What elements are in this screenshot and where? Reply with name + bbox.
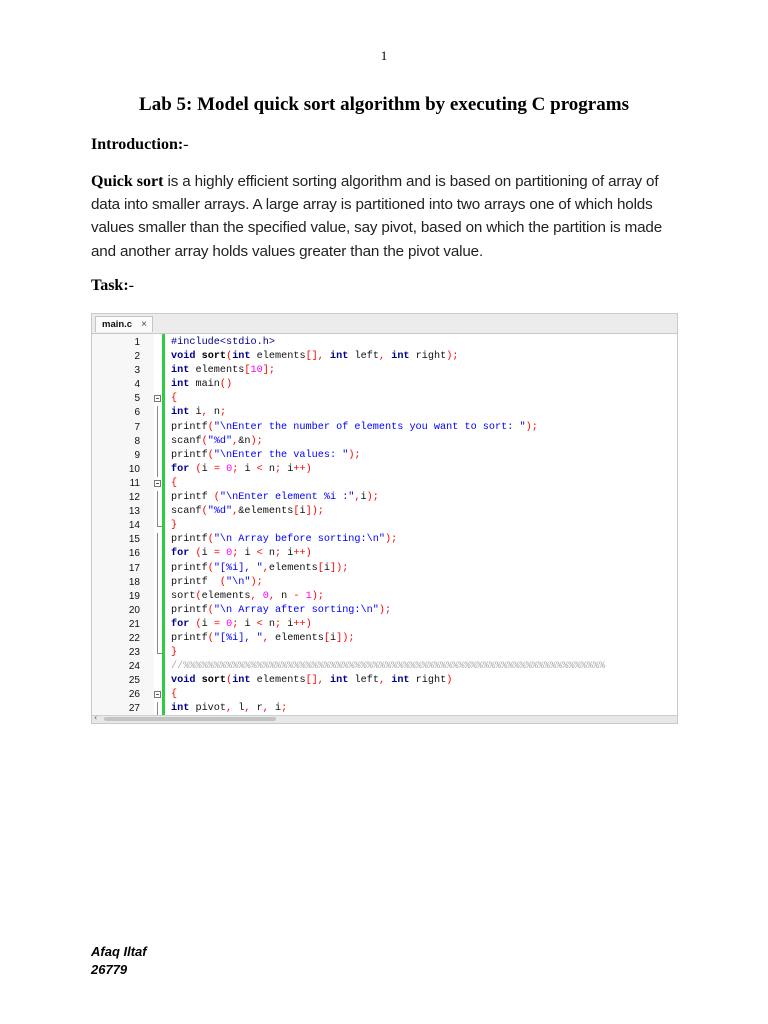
code-line [92, 590, 677, 604]
fold-guide [157, 590, 158, 604]
code-text: int elements[10]; [171, 365, 275, 377]
code-line [92, 604, 677, 618]
code-line [92, 660, 677, 674]
editor-tab-bar [92, 314, 677, 334]
code-text: printf("[%i], ",elements[i]); [171, 562, 349, 574]
fold-guide [157, 533, 158, 547]
tab-label: main.c [102, 319, 133, 330]
introduction-heading-suffix: - [183, 136, 189, 153]
line-number: 18 [128, 576, 140, 588]
code-line [92, 421, 677, 435]
close-icon[interactable]: × [141, 319, 147, 330]
fold-guide [157, 576, 158, 590]
code-line [92, 406, 677, 420]
code-text: printf("\n Array after sorting:\n"); [171, 604, 392, 616]
code-line [92, 505, 677, 519]
line-number: 15 [128, 534, 140, 546]
introduction-heading [91, 136, 189, 154]
scroll-left-icon[interactable]: ‹ [94, 713, 98, 722]
code-text: scanf("%d",&elements[i]); [171, 506, 324, 518]
code-line [92, 491, 677, 505]
code-line [92, 674, 677, 688]
code-text: printf("\n Array before sorting:\n"); [171, 534, 398, 546]
fold-end-guide [157, 519, 162, 527]
code-text: printf ("\nEnter element %i :",i); [171, 492, 379, 504]
line-number: 7 [134, 421, 140, 433]
code-line [92, 364, 677, 378]
fold-guide [157, 618, 158, 632]
code-line [92, 463, 677, 477]
paragraph-body: is a highly efficient sorting algorithm and is based on partitioning of array of data into smaller arrays. A large array is partitioned into two arrays one of which holds values smaller than the specified value, say pivot, based on which the partition is made and another array holds values greater than the pivot value. [91, 173, 663, 260]
introduction-heading-text: Introduction: [91, 136, 184, 153]
fold-guide [157, 406, 158, 420]
line-number: 9 [134, 449, 140, 461]
fold-guide [157, 505, 158, 519]
code-text: int main() [171, 379, 233, 391]
line-number: 13 [128, 506, 140, 518]
line-number: 26 [128, 689, 140, 701]
line-number: 24 [128, 661, 140, 673]
code-line [92, 547, 677, 561]
fold-guide [157, 491, 158, 505]
line-number: 11 [129, 477, 140, 489]
line-number: 3 [134, 365, 140, 377]
code-line [92, 336, 677, 350]
fold-guide [157, 547, 158, 561]
quick-sort-term: Quick sort [91, 173, 164, 190]
fold-toggle-icon[interactable] [154, 691, 161, 698]
line-number: 21 [128, 618, 140, 630]
code-text: { [171, 393, 178, 405]
introduction-paragraph [91, 170, 679, 263]
code-text: printf ("\n"); [171, 576, 263, 588]
code-text: int pivot, l, r, i; [171, 703, 288, 715]
code-text: sort(elements, 0, n - 1); [171, 590, 324, 602]
author-id: 26779 [91, 962, 128, 977]
code-line [92, 350, 677, 364]
fold-guide [157, 421, 158, 435]
line-number: 20 [128, 604, 140, 616]
code-text: //%%%%%%%%%%%%%%%%%%%%%%%%%%%%%%%%%%%%%%%%%%%%%%%%%%%%%%%%%%%%%%%%%%%%% [171, 661, 606, 673]
code-text: { [171, 477, 178, 489]
line-number: 4 [134, 379, 140, 391]
code-line [92, 688, 677, 702]
line-number: 14 [128, 520, 140, 532]
code-text: printf("\nEnter the values: "); [171, 449, 361, 461]
code-line [92, 378, 677, 392]
code-line [92, 646, 677, 660]
horizontal-scrollbar[interactable] [92, 715, 677, 723]
code-text: scanf("%d",&n); [171, 435, 263, 447]
fold-toggle-icon[interactable] [154, 395, 161, 402]
code-lines [92, 336, 677, 717]
code-line [92, 392, 677, 406]
code-text: { [171, 689, 178, 701]
author-name: Afaq Iltaf [91, 944, 147, 959]
code-line [92, 533, 677, 547]
code-text: printf("[%i], ", elements[i]); [171, 632, 355, 644]
line-number: 27 [128, 703, 140, 715]
line-number: 25 [128, 675, 140, 687]
code-line [92, 477, 677, 491]
code-line [92, 435, 677, 449]
code-text: int i, n; [171, 407, 227, 419]
line-number: 10 [128, 463, 140, 475]
code-text: } [171, 647, 178, 659]
code-text: for (i = 0; i < n; i++) [171, 548, 312, 560]
fold-end-guide [157, 646, 162, 654]
code-text: for (i = 0; i < n; i++) [171, 618, 312, 630]
code-line [92, 519, 677, 533]
code-text: for (i = 0; i < n; i++) [171, 463, 312, 475]
code-editor-screenshot [91, 313, 678, 724]
task-heading-suffix: - [128, 277, 134, 294]
code-line [92, 632, 677, 646]
document-title: Lab 5: Model quick sort algorithm by executing C programs [139, 94, 629, 115]
line-number: 5 [134, 393, 140, 405]
code-text: } [171, 520, 178, 532]
line-number: 8 [134, 435, 140, 447]
tab-main-c[interactable] [95, 316, 153, 332]
page-number: 1 [380, 48, 388, 63]
line-number: 12 [128, 492, 140, 504]
code-line [92, 562, 677, 576]
fold-guide [157, 604, 158, 618]
code-text: printf("\nEnter the number of elements you want to sort: "); [171, 421, 538, 433]
line-number: 23 [128, 647, 140, 659]
line-number: 2 [134, 351, 140, 363]
line-number: 16 [128, 548, 140, 560]
code-text: void sort(int elements[], int left, int right) [171, 675, 453, 687]
line-number: 17 [128, 562, 140, 574]
code-line [92, 449, 677, 463]
scrollbar-thumb[interactable] [104, 717, 276, 721]
line-number: 1 [134, 337, 140, 348]
fold-guide [157, 463, 158, 477]
fold-guide [157, 449, 158, 463]
task-heading [91, 277, 134, 295]
code-area[interactable] [92, 334, 677, 718]
fold-guide [157, 562, 158, 576]
code-text: void sort(int elements[], int left, int right); [171, 351, 459, 363]
task-heading-text: Task: [91, 277, 129, 294]
line-number: 6 [134, 407, 140, 419]
fold-toggle-icon[interactable] [154, 480, 161, 487]
code-text: #include<stdio.h> [171, 337, 275, 348]
fold-guide [157, 435, 158, 449]
code-line [92, 576, 677, 590]
line-number: 22 [128, 632, 140, 644]
line-number: 19 [128, 590, 140, 602]
code-line [92, 618, 677, 632]
author-block [91, 943, 147, 979]
fold-guide [157, 632, 158, 646]
